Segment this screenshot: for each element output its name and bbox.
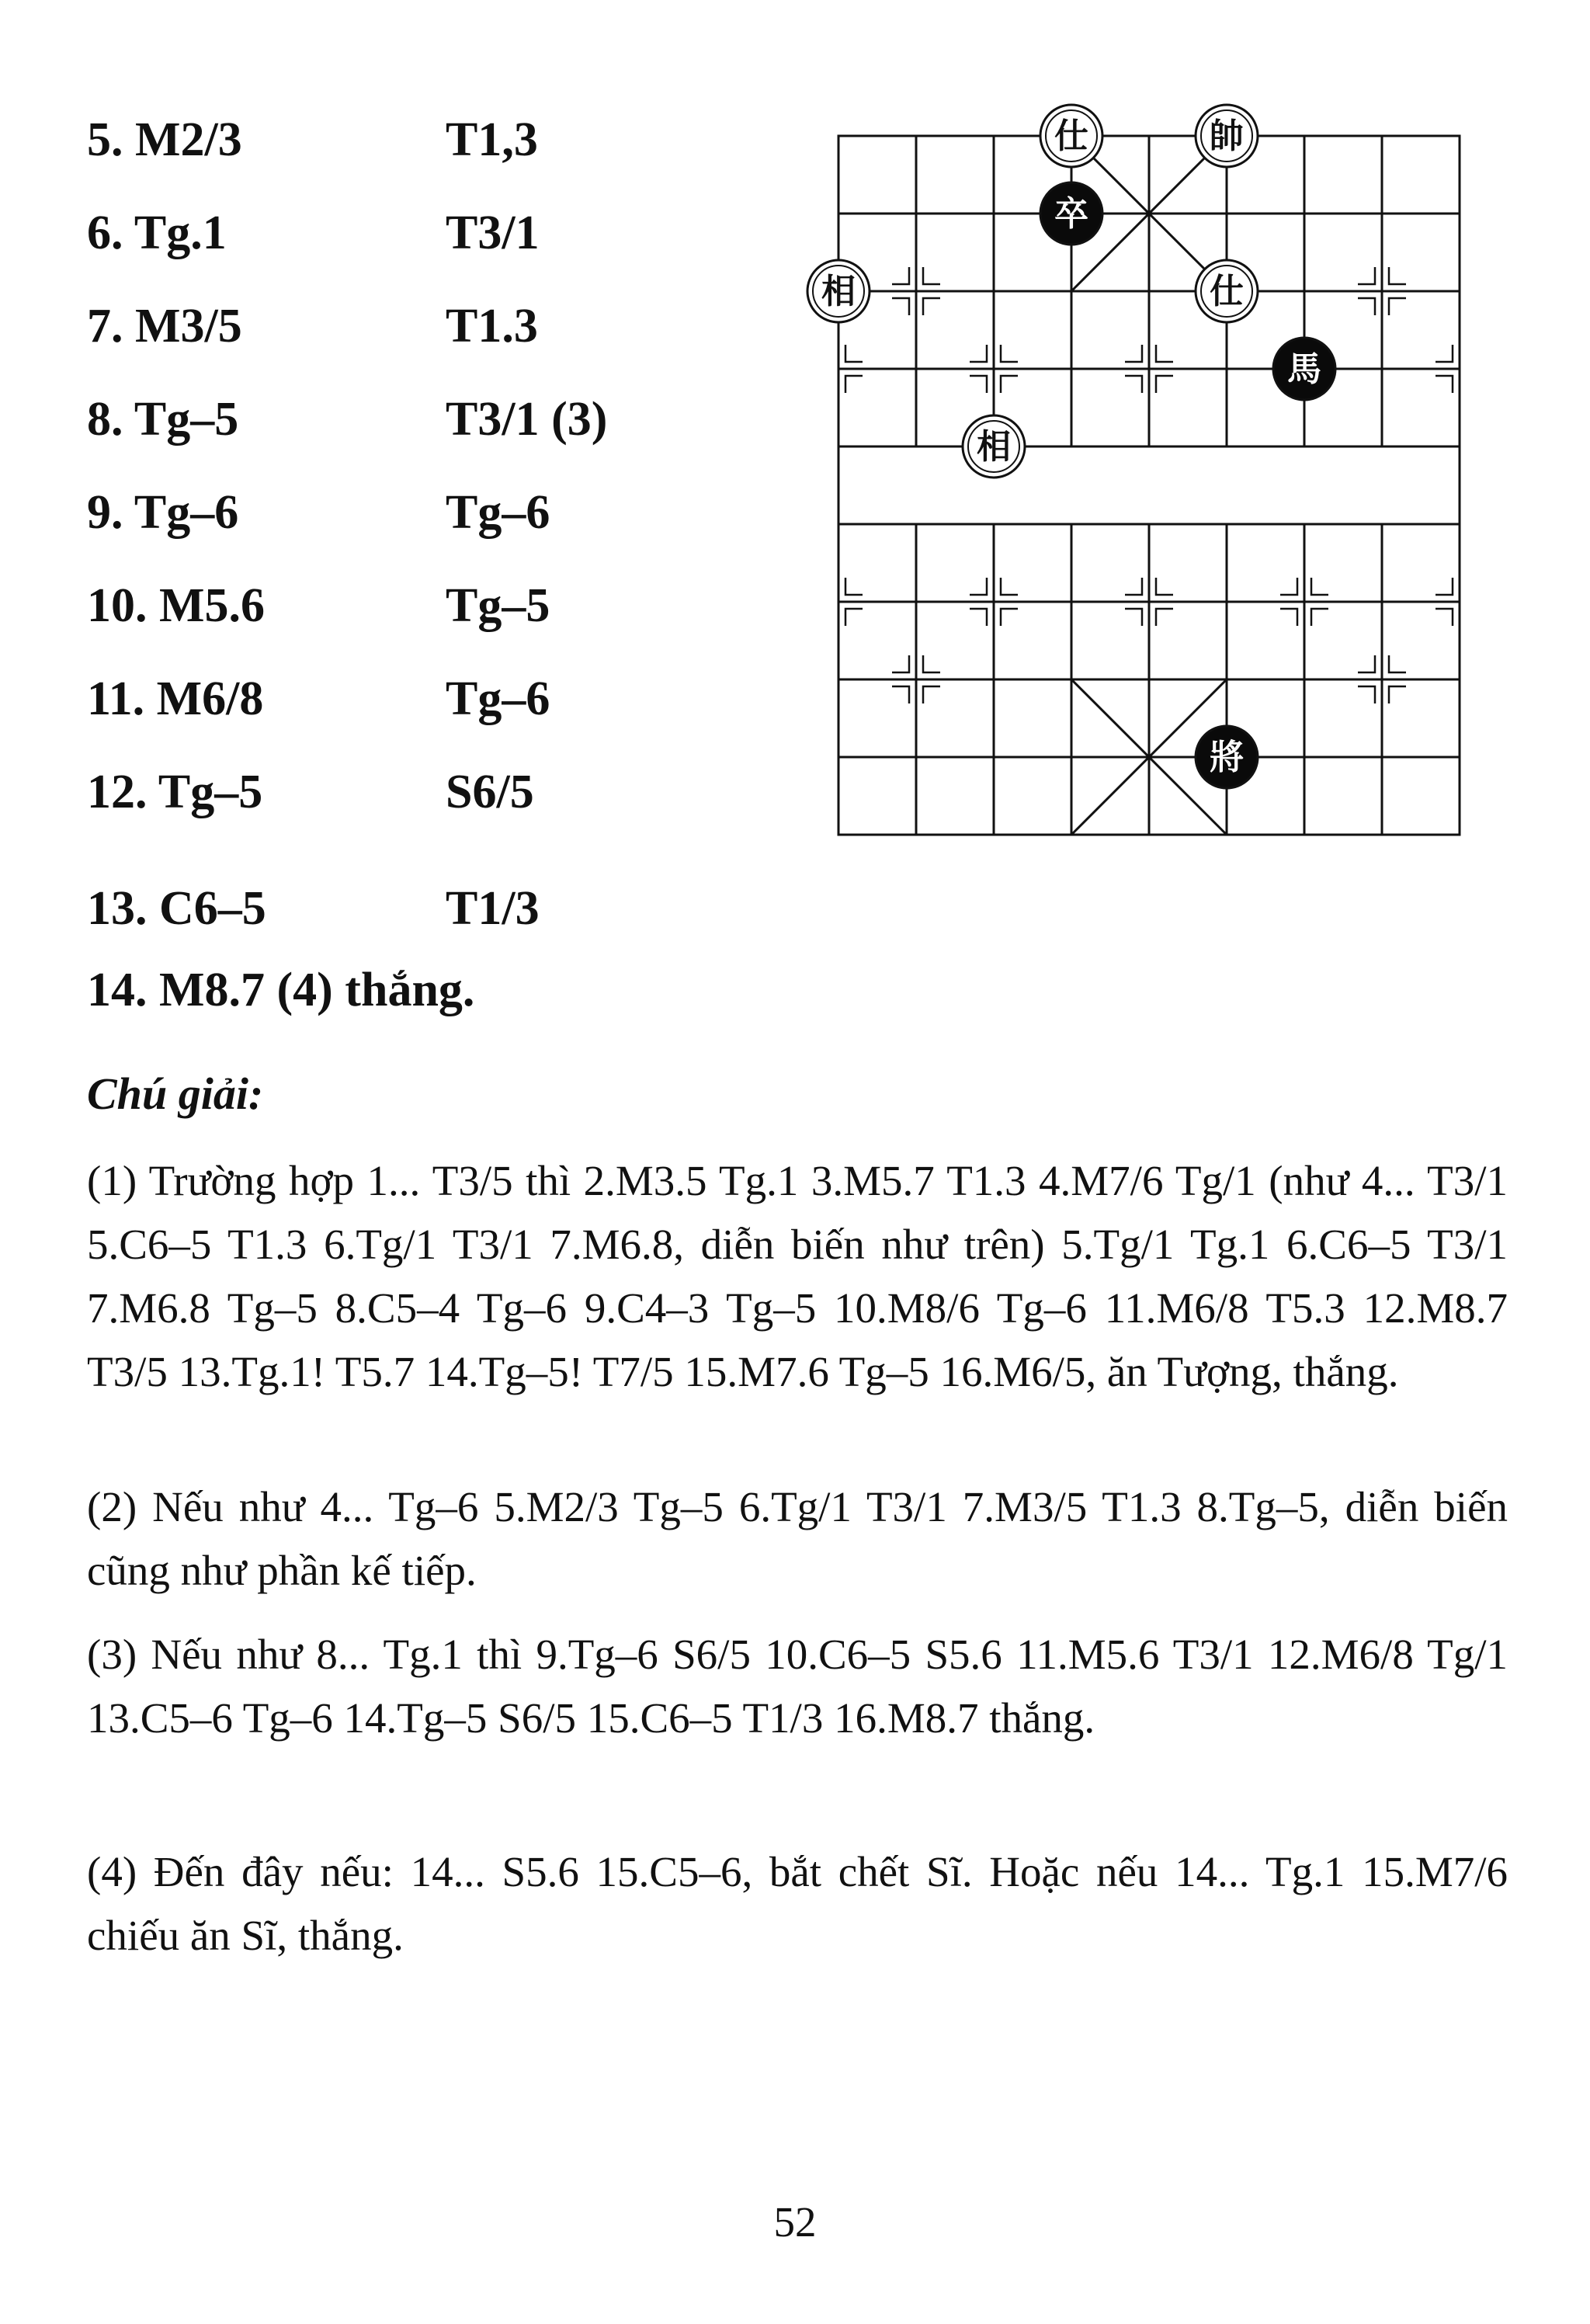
- position-mark: [970, 376, 987, 393]
- position-mark: [892, 686, 909, 703]
- white-move: 10. M5.6: [87, 579, 266, 632]
- position-mark: [845, 376, 863, 393]
- position-mark: [1389, 267, 1406, 284]
- position-mark: [845, 345, 863, 362]
- position-mark: [1125, 345, 1142, 362]
- final-move: 14. M8.7 (4) thắng.: [87, 964, 475, 1016]
- black-move: Tg–6: [446, 672, 550, 725]
- notes-title: Chú giải:: [87, 1068, 264, 1119]
- position-mark: [845, 578, 863, 595]
- position-mark: [1156, 345, 1173, 362]
- position-mark: [923, 655, 940, 672]
- position-mark: [1125, 376, 1142, 393]
- note-paragraph: (4) Đến đây nếu: 14... S5.6 15.C5–6, bắt chết Sĩ. Hoặc nếu 14... Tg.1 15.M7/6 chiếu ăn Sĩ, thắng.: [87, 1848, 1508, 1959]
- white-move: 9. Tg–6: [87, 486, 239, 539]
- black-move: T3/1: [446, 207, 540, 259]
- position-mark: [1311, 578, 1328, 595]
- white-move: 11. M6/8: [87, 672, 264, 725]
- position-mark: [923, 686, 940, 703]
- position-mark: [1156, 609, 1173, 626]
- position-mark: [1001, 376, 1018, 393]
- position-mark: [970, 609, 987, 626]
- position-mark: [1358, 686, 1375, 703]
- white-move: 8. Tg–5: [87, 393, 239, 446]
- position-mark: [892, 298, 909, 315]
- black-move: T1/3: [446, 882, 540, 935]
- position-mark: [923, 267, 940, 284]
- position-mark: [1001, 345, 1018, 362]
- piece-glyph: 仕: [1210, 272, 1244, 311]
- position-mark: [1156, 376, 1173, 393]
- position-mark: [1389, 298, 1406, 315]
- white-move: 5. M2/3: [87, 113, 242, 166]
- position-mark: [1358, 655, 1375, 672]
- piece-glyph: 將: [1210, 738, 1244, 777]
- page-number: 52: [773, 2198, 817, 2246]
- piece-glyph: 馬: [1287, 349, 1321, 389]
- black-move: T3/1 (3): [446, 393, 608, 446]
- position-mark: [845, 609, 863, 626]
- position-mark: [970, 345, 987, 362]
- white-move: 7. M3/5: [87, 300, 242, 353]
- position-mark: [1125, 578, 1142, 595]
- note-paragraph: (2) Nếu như 4... Tg–6 5.M2/3 Tg–5 6.Tg/1 T3/1 7.M3/5 T1.3 8.Tg–5, diễn biến cũng như phần kế tiếp.: [87, 1483, 1508, 1594]
- position-mark: [970, 578, 987, 595]
- position-mark: [1280, 609, 1297, 626]
- black-move: T1,3: [446, 113, 538, 166]
- white-move: 12. Tg–5: [87, 766, 263, 818]
- position-mark: [1389, 686, 1406, 703]
- white-move: 13. C6–5: [87, 882, 266, 935]
- position-mark: [892, 655, 909, 672]
- xiangqi-board: [792, 85, 1491, 846]
- position-mark: [1280, 578, 1297, 595]
- position-mark: [892, 267, 909, 284]
- position-mark: [1358, 267, 1375, 284]
- black-move: S6/5: [446, 766, 534, 818]
- position-mark: [1436, 345, 1453, 362]
- note-paragraph: (3) Nếu như 8... Tg.1 thì 9.Tg–6 S6/5 10.C6–5 S5.6 11.M5.6 T3/1 12.M6/8 Tg/1 13.C5–6 Tg–6 14.Tg–5 S6/5 15.C6–5 T1/3 16.M8.7 thắng.: [87, 1631, 1508, 1742]
- position-mark: [1436, 578, 1453, 595]
- position-mark: [923, 298, 940, 315]
- black-move: Tg–6: [446, 486, 550, 539]
- position-mark: [1358, 298, 1375, 315]
- position-mark: [1001, 609, 1018, 626]
- position-mark: [1311, 609, 1328, 626]
- position-mark: [1389, 655, 1406, 672]
- note-paragraph: (1) Trường hợp 1... T3/5 thì 2.M3.5 Tg.1 3.M5.7 T1.3 4.M7/6 Tg/1 (như 4... T3/1 5.C6–5 T1.3 6.Tg/1 T3/1 7.M6.8, diễn biến như trên) 5.Tg/1 Tg.1 6.C6–5 T3/1 7.M6.8 Tg–5 8.C5–4 Tg–6 9.C4–3 Tg–5 10.M8/6 Tg–6 11.M6/8 T5.3 12.M8.7 T3/5 13.Tg.1! T5.7 14.Tg–5! T7/5 15.M7.6 Tg–5 16.M6/5, ăn Tượng, thắng.: [87, 1157, 1508, 1395]
- position-mark: [1436, 609, 1453, 626]
- piece-glyph: 卒: [1054, 194, 1088, 234]
- piece-glyph: 相: [821, 272, 856, 311]
- piece-glyph: 帥: [1210, 116, 1244, 156]
- position-mark: [1156, 578, 1173, 595]
- black-move: T1.3: [446, 300, 538, 353]
- position-mark: [1436, 376, 1453, 393]
- piece-glyph: 仕: [1054, 116, 1088, 156]
- white-move: 6. Tg.1: [87, 207, 227, 259]
- position-mark: [1125, 609, 1142, 626]
- position-mark: [1001, 578, 1018, 595]
- piece-glyph: 相: [977, 427, 1011, 467]
- black-move: Tg–5: [446, 579, 550, 632]
